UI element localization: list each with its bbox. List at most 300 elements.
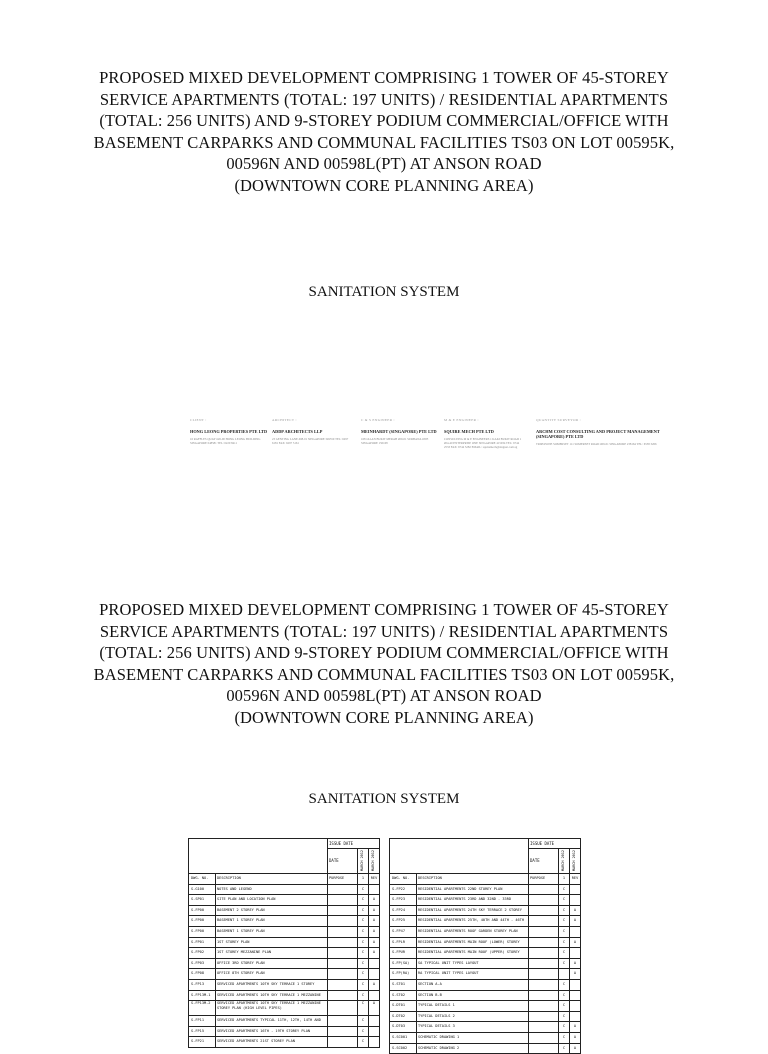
drawing-description: TYPICAL DETAILS 2 xyxy=(418,1012,526,1022)
column-divider xyxy=(357,927,358,937)
column-divider xyxy=(327,959,328,969)
purpose-code: C xyxy=(359,906,367,916)
header-divider xyxy=(528,848,580,849)
header-divider xyxy=(368,848,369,873)
consultant-block xyxy=(272,418,350,445)
column-divider xyxy=(357,906,358,916)
purpose-code: C xyxy=(359,969,367,979)
column-divider xyxy=(327,938,328,948)
column-divider xyxy=(368,1037,369,1047)
purpose-code: C xyxy=(560,885,568,895)
drawing-description: SERVICED APARTMENTS 21ST STOREY PLAN xyxy=(217,1037,325,1047)
drawing-description: TYPICAL DETAILS 3 xyxy=(418,1022,526,1032)
title-line: (DOWNTOWN CORE PLANNING AREA) xyxy=(60,175,708,197)
drawing-number: S-FP23 xyxy=(392,895,416,905)
purpose-code: C xyxy=(560,916,568,926)
revision-code: A xyxy=(571,906,579,916)
table-row xyxy=(189,927,379,938)
column-divider xyxy=(327,1016,328,1026)
table-row xyxy=(189,1016,379,1027)
table-row xyxy=(189,916,379,927)
drawing-number: S-FP22 xyxy=(392,885,416,895)
purpose-code: C xyxy=(560,1001,568,1011)
drawing-description: SERVICED APARTMENTS 10TH SKY TERRACE 1 MEZZANINE xyxy=(217,991,325,1002)
column-divider xyxy=(416,991,417,1001)
column-divider xyxy=(327,906,328,916)
purpose-code: C xyxy=(359,1027,367,1037)
consultant-name: ADDP ARCHITECTS LLP xyxy=(272,429,350,434)
purpose-code: C xyxy=(359,885,367,895)
drawing-description: OFFICE 3RD STOREY PLAN xyxy=(217,959,325,969)
col-dwg-no: DWG. NO. xyxy=(191,874,215,884)
col-rev: REV xyxy=(571,874,579,884)
consultant-address: 16 RAFFLES QUAY #26-00 HONG LEONG BUILDING SINGAPORE 048581 TEL: 6220 8411 xyxy=(190,437,268,445)
column-divider xyxy=(528,938,529,948)
revision-code: A xyxy=(571,959,579,969)
column-divider xyxy=(215,938,216,948)
column-divider xyxy=(357,916,358,926)
purpose-code: C xyxy=(359,1037,367,1047)
col-purpose: PURPOSE xyxy=(530,874,556,884)
table-row xyxy=(189,906,379,917)
column-divider xyxy=(357,885,358,895)
column-divider xyxy=(558,874,559,884)
column-divider xyxy=(357,980,358,990)
drawing-description: SECTION A-A xyxy=(418,980,526,990)
revision-code: A xyxy=(370,916,378,926)
issue-date: MARCH 2012 xyxy=(371,850,375,871)
column-divider xyxy=(528,874,529,884)
column-divider xyxy=(215,969,216,979)
column-divider xyxy=(416,1044,417,1054)
column-divider xyxy=(528,1033,529,1043)
header-divider xyxy=(528,839,529,873)
table-row xyxy=(390,1012,580,1023)
drawing-number: S-FP11 xyxy=(191,1016,215,1026)
drawing-number: S-SC001 xyxy=(392,1033,416,1043)
column-divider xyxy=(416,916,417,926)
column-divider xyxy=(416,1012,417,1022)
table-column-headers xyxy=(390,874,580,885)
drawing-description: RESIDENTIAL APARTMENTS 22ND STOREY PLAN xyxy=(418,885,526,895)
purpose-code: C xyxy=(560,895,568,905)
column-divider xyxy=(416,948,417,958)
column-divider xyxy=(569,948,570,958)
column-divider xyxy=(215,980,216,990)
revision-code: A xyxy=(370,927,378,937)
consultant-role: ARCHITECT : xyxy=(272,418,350,423)
col-rev: REV xyxy=(370,874,378,884)
column-divider xyxy=(416,959,417,969)
column-divider xyxy=(558,938,559,948)
consultant-role: QUANTITY SURVEYOR : xyxy=(536,418,666,423)
column-divider xyxy=(528,1001,529,1011)
column-divider xyxy=(528,895,529,905)
drawing-number: S-FP02 xyxy=(191,948,215,958)
table-row xyxy=(390,991,580,1002)
table-column-headers xyxy=(189,874,379,885)
table-row xyxy=(189,885,379,896)
col-purpose: PURPOSE xyxy=(329,874,355,884)
purpose-code: C xyxy=(359,938,367,948)
drawing-description: BASEMENT 1 STOREY PLAN xyxy=(217,916,325,926)
column-divider xyxy=(416,927,417,937)
revision-code: A xyxy=(571,969,579,979)
purpose-code: C xyxy=(359,1001,367,1006)
purpose-code: C xyxy=(560,906,568,916)
drawing-number: S-FP03 xyxy=(191,959,215,969)
title-line: PROPOSED MIXED DEVELOPMENT COMPRISING 1 TOWER OF 45-STOREY xyxy=(60,67,708,89)
table-row xyxy=(390,927,580,938)
drawing-description: SITE PLAN AND LOCATION PLAN xyxy=(217,895,325,905)
column-divider xyxy=(327,1037,328,1047)
issue-date: MARCH 2012 xyxy=(360,850,364,871)
consultant-block xyxy=(444,418,522,449)
drawing-number: S-FP13M-2 xyxy=(191,1001,215,1006)
drawing-description: SECTION B-B xyxy=(418,991,526,1001)
consultant-name: ARCHM COST CONSULTING AND PROJECT MANAGEMENT (SINGAPORE) PTE LTD xyxy=(536,429,666,439)
drawing-number: S-DT01 xyxy=(392,1001,416,1011)
column-divider xyxy=(368,895,369,905)
column-divider xyxy=(215,916,216,926)
column-divider xyxy=(528,969,529,979)
revision-code: A xyxy=(370,938,378,948)
column-divider xyxy=(357,959,358,969)
column-divider xyxy=(528,906,529,916)
col-dwg-no: DWG. NO. xyxy=(392,874,416,884)
column-divider xyxy=(357,1027,358,1037)
consultant-name: MEINHARDT (SINGAPORE) PTE LTD xyxy=(361,429,439,434)
table-row xyxy=(390,959,580,970)
title-line: BASEMENT CARPARKS AND COMMUNAL FACILITIES TS03 ON LOT 00595K, xyxy=(60,664,708,686)
table-row xyxy=(390,948,580,959)
revision-code: A xyxy=(571,1033,579,1043)
drawing-description: SCHEMATIC DRAWING 2 xyxy=(418,1044,526,1054)
revision-code: A xyxy=(370,980,378,990)
drawing-description: OFFICE 8TH STOREY PLAN xyxy=(217,969,325,979)
drawing-description: TYPICAL DETAILS 1 xyxy=(418,1001,526,1011)
table-row xyxy=(189,991,379,1002)
table-row xyxy=(189,980,379,991)
drawing-description: RESIDENTIAL APARTMENTS MAIN ROOF (UPPER) STOREY xyxy=(418,948,526,959)
column-divider xyxy=(368,906,369,916)
drawing-description: RESIDENTIAL APARTMENTS 23RD AND 32ND - 33RD xyxy=(418,895,526,906)
header-divider xyxy=(327,839,328,873)
consultant-address: 168 JALAN BUKIT MERAH #09-01 SURBANA ONE SINGAPORE 150168 xyxy=(361,437,439,445)
table-row xyxy=(189,1001,379,1016)
drawing-description: BASEMENT 2 STOREY PLAN xyxy=(217,906,325,916)
column-divider xyxy=(528,959,529,969)
column-divider xyxy=(416,906,417,916)
project-title-2 xyxy=(60,599,708,728)
title-line: SERVICE APARTMENTS (TOTAL: 197 UNITS) / RESIDENTIAL APARTMENTS xyxy=(60,89,708,111)
column-divider xyxy=(569,916,570,926)
title-line: 00596N AND 00598L(PT) AT ANSON ROAD xyxy=(60,685,708,707)
column-divider xyxy=(357,1001,358,1015)
column-divider xyxy=(569,1001,570,1011)
drawing-number: S-FP13 xyxy=(191,980,215,990)
section-heading-1: SANITATION SYSTEM xyxy=(0,284,768,301)
table-row xyxy=(390,980,580,991)
purpose-code: C xyxy=(359,895,367,905)
column-divider xyxy=(327,1001,328,1015)
column-divider xyxy=(368,1027,369,1037)
consultant-name: HONG LEONG PROPERTIES PTE LTD xyxy=(190,429,268,434)
drawing-number: S-SC002 xyxy=(392,1044,416,1054)
column-divider xyxy=(327,991,328,1001)
column-divider xyxy=(528,927,529,937)
drawing-number: S-FP00 xyxy=(191,927,215,937)
table-row xyxy=(390,938,580,949)
column-divider xyxy=(416,895,417,905)
column-divider xyxy=(558,959,559,969)
consultant-role: M & E ENGINEER : xyxy=(444,418,522,423)
column-divider xyxy=(558,1033,559,1043)
column-divider xyxy=(357,969,358,979)
column-divider xyxy=(416,1001,417,1011)
purpose-code: C xyxy=(560,948,568,958)
purpose-code: C xyxy=(560,1022,568,1032)
purpose-code: C xyxy=(560,1012,568,1022)
section-heading-2: SANITATION SYSTEM xyxy=(0,791,768,808)
drawing-description: SCHEMATIC DRAWING 1 xyxy=(418,1033,526,1043)
purpose-code: C xyxy=(359,991,367,1001)
revision-code: A xyxy=(370,906,378,916)
column-divider xyxy=(416,1033,417,1043)
drawing-number: S-FPUR xyxy=(392,948,416,958)
column-divider xyxy=(528,885,529,895)
column-divider xyxy=(368,980,369,990)
column-divider xyxy=(368,959,369,969)
title-line: BASEMENT CARPARKS AND COMMUNAL FACILITIES TS03 ON LOT 00595K, xyxy=(60,132,708,154)
header-divider xyxy=(357,848,358,873)
column-divider xyxy=(327,916,328,926)
column-divider xyxy=(368,1001,369,1015)
purpose-code: C xyxy=(560,938,568,948)
column-divider xyxy=(368,969,369,979)
column-divider xyxy=(368,938,369,948)
col-rev-1: 1 xyxy=(560,874,568,884)
column-divider xyxy=(215,1001,216,1015)
consultant-block xyxy=(361,418,439,445)
column-divider xyxy=(569,885,570,895)
column-divider xyxy=(558,927,559,937)
column-divider xyxy=(357,895,358,905)
consultant-address: 23 GENTING LANE #08-01 SINGAPORE 349559 TEL: 6297 6181 FAX: 6297 5161 xyxy=(272,437,350,445)
column-divider xyxy=(528,991,529,1001)
column-divider xyxy=(416,969,417,979)
drawing-number: S-FP08 xyxy=(191,969,215,979)
column-divider xyxy=(569,991,570,1001)
drawing-number: S-ST02 xyxy=(392,991,416,1001)
drawing-number: S-G100 xyxy=(191,885,215,895)
drawing-description: RESIDENTIAL APARTMENTS 24TH SKY TERRACE 2 STOREY xyxy=(418,906,526,917)
table-header xyxy=(390,839,580,874)
drawing-list-table-left xyxy=(188,838,380,1048)
column-divider xyxy=(416,980,417,990)
col-description: DESCRIPTION xyxy=(418,874,526,884)
column-divider xyxy=(215,948,216,958)
drawing-number: S-FP25 xyxy=(392,916,416,926)
table-row xyxy=(390,906,580,917)
purpose-code: C xyxy=(560,991,568,1001)
drawing-number: S-FP21 xyxy=(191,1037,215,1047)
column-divider xyxy=(215,991,216,1001)
title-line: (TOTAL: 256 UNITS) AND 9-STOREY PODIUM COMMERCIAL/OFFICE WITH xyxy=(60,642,708,664)
consultant-role: C & S ENGINEER : xyxy=(361,418,439,423)
revision-code: A xyxy=(370,895,378,905)
column-divider xyxy=(569,980,570,990)
issue-date-label: ISSUE DATE xyxy=(530,841,554,846)
column-divider xyxy=(416,874,417,884)
column-divider xyxy=(558,916,559,926)
table-row xyxy=(189,1037,379,1048)
consultant-strip xyxy=(190,418,670,468)
table-row xyxy=(189,1027,379,1038)
table-row xyxy=(390,1001,580,1012)
column-divider xyxy=(368,948,369,958)
column-divider xyxy=(357,1037,358,1047)
column-divider xyxy=(558,980,559,990)
purpose-code: C xyxy=(560,927,568,937)
column-divider xyxy=(215,1027,216,1037)
purpose-code: C xyxy=(560,959,568,969)
column-divider xyxy=(215,885,216,895)
drawing-description: RESIDENTIAL APARTMENTS MAIN ROOF (LOWER) STOREY xyxy=(418,938,526,949)
column-divider xyxy=(569,959,570,969)
column-divider xyxy=(558,1044,559,1054)
purpose-code: C xyxy=(560,1033,568,1043)
table-row xyxy=(390,969,580,980)
column-divider xyxy=(569,938,570,948)
purpose-code: C xyxy=(359,916,367,926)
column-divider xyxy=(558,991,559,1001)
column-divider xyxy=(327,1027,328,1037)
column-divider xyxy=(558,969,559,979)
column-divider xyxy=(215,874,216,884)
column-divider xyxy=(569,927,570,937)
column-divider xyxy=(368,885,369,895)
title-line: (TOTAL: 256 UNITS) AND 9-STOREY PODIUM COMMERCIAL/OFFICE WITH xyxy=(60,110,708,132)
table-row xyxy=(390,895,580,906)
column-divider xyxy=(368,874,369,884)
column-divider xyxy=(327,874,328,884)
column-divider xyxy=(327,885,328,895)
column-divider xyxy=(357,1016,358,1026)
drawing-number: S-FPLR xyxy=(392,938,416,948)
table-header xyxy=(189,839,379,874)
purpose-code: C xyxy=(359,1016,367,1026)
consultant-address: TRIPLEONE SOMERSET 111 SOMERSET ROAD #09-01 SINGAPORE 238164 TEL: 6538 3266 xyxy=(536,442,666,446)
column-divider xyxy=(215,1016,216,1026)
column-divider xyxy=(416,885,417,895)
column-divider xyxy=(357,948,358,958)
column-divider xyxy=(558,895,559,905)
purpose-code: C xyxy=(359,980,367,990)
column-divider xyxy=(327,969,328,979)
column-divider xyxy=(569,1044,570,1054)
drawing-number: S-FP24 xyxy=(392,906,416,916)
column-divider xyxy=(416,938,417,948)
column-divider xyxy=(357,991,358,1001)
consultant-address: CONSULTING M & E ENGINEERS 1 KAKI BUKIT ROAD 1 #04-40 ENTERPRISE ONE SINGAPORE 415934 TEL: 6744 2533 FAX: 6744 5282 EMAIL: squiremech@singnet.com.sg xyxy=(444,437,522,449)
column-divider xyxy=(368,927,369,937)
column-divider xyxy=(327,927,328,937)
column-divider xyxy=(327,948,328,958)
consultant-role: CLIENT : xyxy=(190,418,268,423)
column-divider xyxy=(558,885,559,895)
column-divider xyxy=(368,916,369,926)
drawing-description: NOTES AND LEGEND xyxy=(217,885,325,895)
drawing-number: S-DT02 xyxy=(392,1012,416,1022)
column-divider xyxy=(528,948,529,958)
title-line: (DOWNTOWN CORE PLANNING AREA) xyxy=(60,707,708,729)
col-rev-1: 1 xyxy=(359,874,367,884)
column-divider xyxy=(215,895,216,905)
revision-code: A xyxy=(571,1022,579,1032)
column-divider xyxy=(215,959,216,969)
title-line: 00596N AND 00598L(PT) AT ANSON ROAD xyxy=(60,153,708,175)
table-row xyxy=(390,916,580,927)
drawing-description: BASEMENT 1 STOREY PLAN xyxy=(217,927,325,937)
revision-code: A xyxy=(571,916,579,926)
drawing-description: SERVICED APARTMENTS 16TH - 19TH STOREY PLAN xyxy=(217,1027,325,1037)
column-divider xyxy=(558,1001,559,1011)
column-divider xyxy=(368,1016,369,1026)
column-divider xyxy=(215,906,216,916)
col-description: DESCRIPTION xyxy=(217,874,325,884)
column-divider xyxy=(558,1012,559,1022)
purpose-code: C xyxy=(560,1044,568,1054)
column-divider xyxy=(528,980,529,990)
drawing-description: RESIDENTIAL APARTMENTS ROOF GARDEN STOREY PLAN xyxy=(418,927,526,937)
table-row xyxy=(189,969,379,980)
column-divider xyxy=(215,1037,216,1047)
header-divider xyxy=(569,848,570,873)
table-row xyxy=(189,938,379,949)
purpose-code: C xyxy=(359,927,367,937)
drawing-description: RESIDENTIAL APARTMENTS 25TH, 40TH AND 44TH - 46TH xyxy=(418,916,526,927)
revision-code: A xyxy=(571,1044,579,1054)
drawing-number: S-ST01 xyxy=(392,980,416,990)
drawing-list-table-right xyxy=(389,838,581,1054)
column-divider xyxy=(327,980,328,990)
drawing-description: SERVICED APARTMENTS TYPICAL 11TH, 12TH, 14TH AND xyxy=(217,1016,325,1027)
issue-date: MARCH 2012 xyxy=(572,850,576,871)
date-label: DATE xyxy=(530,858,540,863)
column-divider xyxy=(327,895,328,905)
column-divider xyxy=(368,991,369,1001)
title-line: SERVICE APARTMENTS (TOTAL: 197 UNITS) / RESIDENTIAL APARTMENTS xyxy=(60,621,708,643)
column-divider xyxy=(558,906,559,916)
title-line: PROPOSED MIXED DEVELOPMENT COMPRISING 1 TOWER OF 45-STOREY xyxy=(60,599,708,621)
table-row xyxy=(189,948,379,959)
table-row xyxy=(390,1044,580,1054)
table-row xyxy=(189,959,379,970)
issue-date-label: ISSUE DATE xyxy=(329,841,353,846)
column-divider xyxy=(569,969,570,979)
drawing-number: S-FP13M-1 xyxy=(191,991,215,1001)
column-divider xyxy=(569,1033,570,1043)
column-divider xyxy=(528,916,529,926)
table-row xyxy=(390,885,580,896)
column-divider xyxy=(528,1012,529,1022)
column-divider xyxy=(558,948,559,958)
drawing-number: S-FP00 xyxy=(191,916,215,926)
column-divider xyxy=(569,895,570,905)
drawing-description: 1ST STOREY PLAN xyxy=(217,938,325,948)
drawing-number: S-FP(RA) xyxy=(392,969,416,979)
